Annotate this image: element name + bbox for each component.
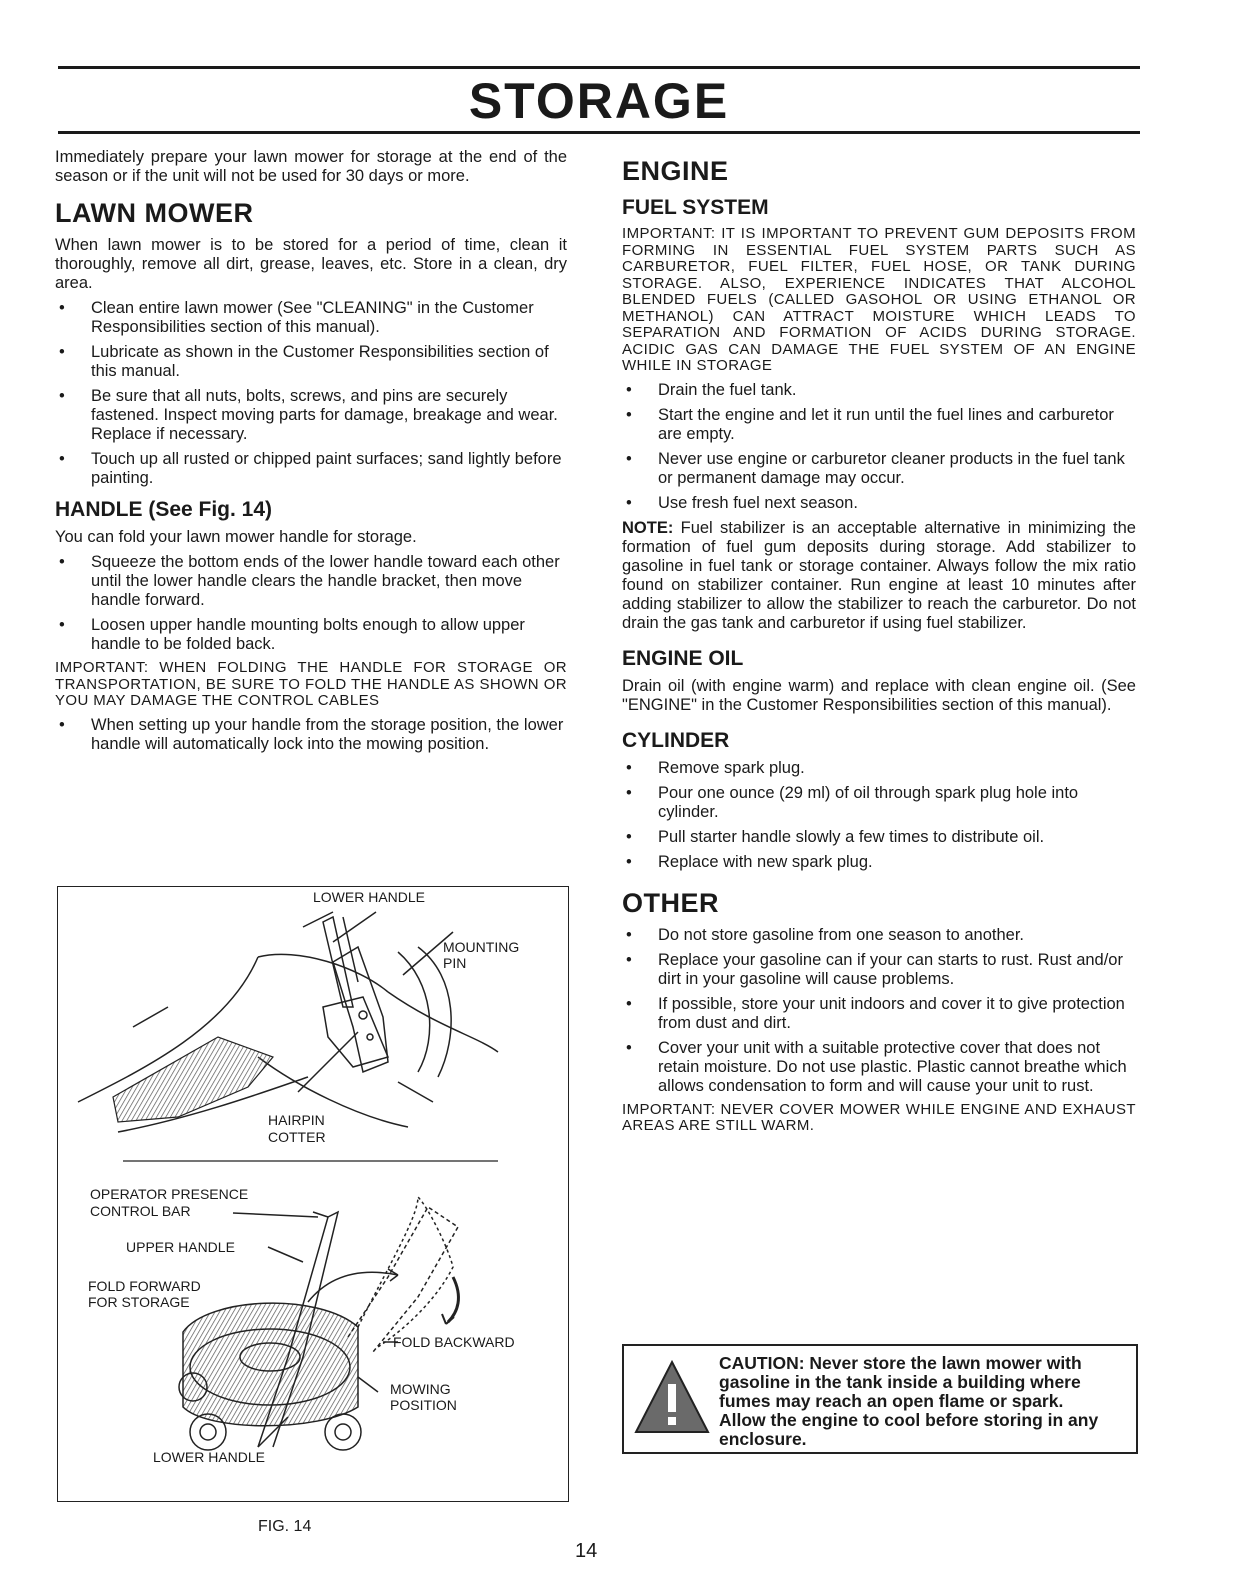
list-item: • When setting up your handle from the storage position, the lower handle will automatically lock into the mowing position.: [59, 715, 564, 753]
note-text: Fuel stabilizer is an acceptable alternative in minimizing the formation of fuel gum deposits during storage. Add stabilizer to gasoline in fuel tank or storage container. Always follow the mix ratio found on stabilizer container. Run engine at least 10 minutes after adding stabilizer to allow the stabilizer to reach the carburetor. Do not drain the gas tank and carburetor if using fuel stabilizer.: [622, 518, 1136, 632]
engine-oil-heading: ENGINE OIL: [622, 646, 744, 670]
page-title: STORAGE: [468, 73, 730, 129]
bullet-dot: •: [626, 449, 632, 468]
list-item: • Clean entire lawn mower (See "CLEANING" in the Customer Responsibilities section of this manual).: [59, 299, 534, 336]
figure-14: [57, 886, 569, 1502]
warning-triangle-icon: [632, 1358, 712, 1438]
fuel-system-heading: FUEL SYSTEM: [622, 196, 769, 219]
list-item: • Be sure that all nuts, bolts, screws, and pins are securely fastened. Inspect moving parts for damage, breakage and wear. Replace if necessary.: [59, 387, 558, 443]
bullet-dot: •: [59, 715, 65, 734]
bullet-dot: •: [59, 387, 65, 405]
list-item: • Remove spark plug.: [626, 758, 805, 777]
other-bullets: [622, 926, 1136, 1096]
page-number: 14: [575, 1540, 598, 1562]
bullet-dot: •: [626, 380, 632, 399]
label-hairpin-2: COTTER: [268, 1129, 326, 1145]
list-item: • Use fresh fuel next season.: [626, 493, 858, 512]
list-item: • Loosen upper handle mounting bolts enough to allow upper handle to be folded back.: [59, 616, 525, 653]
fuel-system-important: IMPORTANT: IT IS IMPORTANT TO PREVENT GUM DEPOSITS FROM FORMING IN ESSENTIAL FUEL SYSTEM PARTS SUCH AS CARBURETOR, FUEL FILTER, FUEL HOSE, OR TANK DURING STORAGE. ALSO, EXPERIENCE INDICATES THAT ALCOHOL BLENDED FUELS (CALLED GASOHOL OR USING ETHANOL OR METHANOL) CAN ATTRACT MOISTURE WHICH LEADS TO SEPARATION AND FORMATION OF ACIDS DURING STORAGE. ACIDIC GAS CAN DAMAGE THE FUEL SYSTEM OF AN ENGINE WHILE IN STORAGE: [622, 225, 1136, 374]
handle-para: You can fold your lawn mower handle for storage.: [55, 528, 417, 546]
engine-oil-para: Drain oil (with engine warm) and replace with clean engine oil. (See "ENGINE" in the Customer Responsibilities section of this manual).: [622, 676, 1136, 714]
handle-important: IMPORTANT: WHEN FOLDING THE HANDLE FOR STORAGE OR TRANSPORTATION, BE SURE TO FOLD THE HANDLE AS SHOWN OR YOU MAY DAMAGE THE CONTROL CABLES: [55, 659, 567, 709]
bullet-dot: •: [626, 758, 632, 777]
engine-heading: ENGINE: [622, 156, 729, 186]
left-column: [55, 148, 567, 760]
list-item: • Do not store gasoline from one season to another.: [626, 925, 1024, 944]
label-mounting-pin-2: PIN: [443, 955, 467, 971]
label-hairpin-1: HAIRPIN: [268, 1112, 325, 1128]
bullet-dot: •: [59, 343, 65, 361]
list-item: • Touch up all rusted or chipped paint surfaces; sand lightly before painting.: [59, 450, 562, 487]
handle-bullets: [55, 553, 567, 654]
handle-heading: HANDLE (See Fig. 14): [55, 498, 273, 521]
label-mowing-1: MOWING: [390, 1381, 451, 1397]
caution-box: [622, 1344, 1138, 1454]
caution-text: CAUTION: Never store the lawn mower with gasoline in the tank inside a building where fumes may reach an open flame or spark. Allow the engine to cool before storing in any enclosure.: [719, 1353, 1099, 1449]
list-item: • Squeeze the bottom ends of the lower handle toward each other until the lower handle clears the handle bracket, then move handle forward.: [59, 553, 560, 609]
bullet-dot: •: [59, 450, 65, 468]
list-item: • Replace with new spark plug.: [626, 852, 873, 871]
deck-hatch: [113, 1037, 273, 1122]
lawn-mower-para: When lawn mower is to be stored for a period of time, clean it thoroughly, remove all dirt, grease, leaves, etc. Store in a clean, dry area.: [55, 236, 567, 292]
list-item: • Never use engine or carburetor cleaner products in the fuel tank or permanent damage may occur.: [626, 449, 1125, 487]
bullet-dot: •: [626, 925, 632, 944]
list-item: • Pour one ounce (29 ml) of oil through spark plug hole into cylinder.: [626, 783, 1079, 821]
title-underline: [58, 131, 1140, 134]
lawn-mower-heading: LAWN MOWER: [55, 198, 254, 228]
label-fold-forward-2: FOR STORAGE: [88, 1294, 190, 1310]
label-opc-1: OPERATOR PRESENCE: [90, 1186, 249, 1202]
bullet-dot: •: [626, 827, 632, 846]
bullet-dot: •: [626, 405, 632, 424]
label-fold-forward-1: FOLD FORWARD: [88, 1278, 201, 1294]
other-heading: OTHER: [622, 887, 719, 918]
list-item: • If possible, store your unit indoors and cover it to give protection from dust and dirt.: [626, 994, 1125, 1032]
bullet-dot: •: [626, 994, 632, 1013]
list-item: • Drain the fuel tank.: [626, 380, 797, 399]
list-item: • Start the engine and let it run until the fuel lines and carburetor are empty.: [626, 405, 1114, 443]
bullet-dot: •: [59, 616, 65, 634]
note-label: NOTE:: [622, 518, 674, 537]
bullet-dot: •: [626, 1038, 632, 1057]
label-opc-2: CONTROL BAR: [90, 1203, 191, 1219]
label-lower-handle-top: LOWER HANDLE: [313, 889, 426, 905]
cylinder-heading: CYLINDER: [622, 728, 730, 752]
bullet-dot: •: [626, 950, 632, 969]
bullet-dot: •: [626, 852, 632, 871]
fuel-note: [622, 519, 1136, 633]
other-important: IMPORTANT: NEVER COVER MOWER WHILE ENGINE AND EXHAUST AREAS ARE STILL WARM.: [622, 1100, 1136, 1134]
bullet-dot: •: [626, 783, 632, 802]
cylinder-bullets: [622, 759, 1136, 872]
label-mounting-pin-1: MOUNTING: [443, 939, 520, 955]
list-item: • Cover your unit with a suitable protective cover that does not retain moisture. Do not use plastic. Plastic cannot breathe which allows condensation to form and will cause your unit to rust.: [626, 1038, 1127, 1095]
list-item: • Pull starter handle slowly a few times to distribute oil.: [626, 827, 1045, 846]
handle-bullets-after: [55, 716, 567, 754]
label-upper-handle: UPPER HANDLE: [126, 1239, 235, 1255]
label-fold-backward: FOLD BACKWARD: [393, 1334, 515, 1350]
intro-text: Immediately prepare your lawn mower for storage at the end of the season or if the unit will not be used for 30 days or more.: [55, 148, 567, 185]
bullet-dot: •: [59, 553, 65, 571]
list-item: • Lubricate as shown in the Customer Responsibilities section of this manual.: [59, 343, 549, 380]
fuel-system-bullets: [622, 381, 1136, 513]
list-item: • Replace your gasoline can if your can starts to rust. Rust and/or dirt in your gasoline will cause problems.: [626, 950, 1123, 988]
label-mowing-2: POSITION: [390, 1397, 457, 1413]
label-lower-handle-bottom: LOWER HANDLE: [153, 1449, 266, 1465]
bullet-dot: •: [626, 493, 632, 512]
bullet-dot: •: [59, 299, 65, 317]
figure-caption: FIG. 14: [258, 1518, 312, 1535]
lawn-mower-bullets: [55, 299, 567, 488]
right-column: [622, 148, 1136, 1139]
